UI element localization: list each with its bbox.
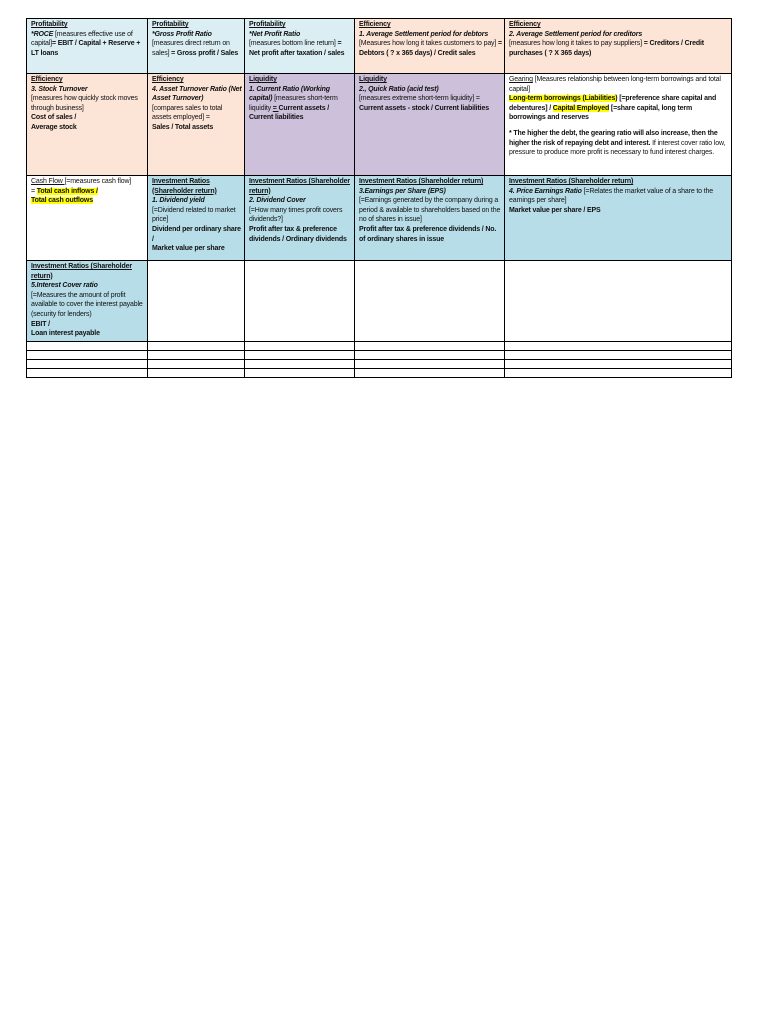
equals-sign: =: [335, 40, 342, 48]
cell-heading: Liquidity: [359, 76, 387, 83]
ratio-formula: Market value per share / EPS: [509, 206, 601, 214]
ratio-description: [=measures cash flow]: [64, 178, 132, 185]
ratio-description: [compares sales to total assets employed] =: [152, 104, 223, 122]
empty-cell[interactable]: [355, 351, 505, 360]
cell-heading: Investment Ratios (Shareholder return): [249, 178, 350, 195]
empty-cell[interactable]: [355, 342, 505, 351]
empty-cell[interactable]: [148, 360, 245, 369]
ratio-title: 2. Dividend Cover: [249, 197, 306, 205]
ratio-title: 4. Asset Turnover Ratio (Net Asset Turnover): [152, 85, 242, 103]
ratio-description: [Measures how long it takes customers to pay]: [359, 40, 497, 48]
cell-heading: Profitability: [31, 21, 68, 28]
ratio-formula-denominator: Loan interest payable: [31, 330, 100, 338]
ratio-formula: Current assets - stock / Current liabilities: [359, 104, 489, 112]
cell-heading: Gearing: [509, 76, 533, 83]
empty-cell[interactable]: [245, 261, 355, 342]
cell-heading: Liquidity: [249, 76, 277, 83]
creditors-settlement-cell[interactable]: [505, 19, 732, 74]
empty-cell[interactable]: [27, 369, 148, 378]
equals-sign: =: [31, 187, 37, 195]
ratio-title: 3.Earnings per Share (EPS): [359, 187, 446, 195]
ratio-formula: Profit after tax & preference dividends / Ordinary dividends: [249, 225, 347, 243]
empty-cell[interactable]: [505, 342, 732, 351]
highlighted-term: Capital Employed: [552, 104, 610, 112]
cell-heading: Efficiency: [509, 21, 541, 28]
table-row: [27, 19, 732, 74]
dividend-yield-cell[interactable]: [148, 176, 245, 261]
ratio-title: 3. Stock Turnover: [31, 85, 88, 93]
ratio-formula: Sales / Total assets: [152, 123, 214, 131]
ratio-title: *Gross Profit Ratio: [152, 30, 212, 38]
ratio-formula: Gross profit / Sales: [176, 49, 239, 57]
ratio-formula: Current assets / Current liabilities: [249, 104, 330, 122]
ratio-title: 1. Average Settlement period for debtors: [359, 30, 489, 38]
ratio-title: 1. Dividend yield: [152, 197, 205, 205]
equals-sign: =: [496, 40, 502, 48]
table-row: [27, 261, 732, 342]
stock-turnover-cell[interactable]: [27, 74, 148, 176]
empty-cell[interactable]: [148, 369, 245, 378]
cell-heading: Cash Flow: [31, 178, 65, 185]
empty-cell[interactable]: [505, 369, 732, 378]
ratio-formula: Dividend per ordinary share /: [152, 225, 241, 243]
empty-cell[interactable]: [148, 261, 245, 342]
empty-cell[interactable]: [27, 342, 148, 351]
highlighted-term: Long-term borrowings (Liabilities): [509, 95, 618, 103]
empty-cell[interactable]: [148, 351, 245, 360]
empty-cell[interactable]: [148, 342, 245, 351]
empty-cell[interactable]: [27, 360, 148, 369]
eps-cell[interactable]: [355, 176, 505, 261]
empty-cell[interactable]: [355, 360, 505, 369]
empty-cell[interactable]: [245, 342, 355, 351]
cash-flow-cell[interactable]: [27, 176, 148, 261]
ratio-formula: Creditors / Credit purchases ( ? X 365 days): [509, 40, 704, 57]
net-profit-ratio-cell[interactable]: [245, 19, 355, 74]
ratios-table: [26, 18, 732, 378]
empty-cell[interactable]: [27, 351, 148, 360]
gross-profit-ratio-cell[interactable]: [148, 19, 245, 74]
dividend-cover-cell[interactable]: [245, 176, 355, 261]
ratio-description: [=Measures the amount of profit available to cover the interest payable (security for lenders): [31, 291, 143, 318]
empty-cell[interactable]: [505, 360, 732, 369]
ratio-description: [Measures relationship between long-term borrowings and total capital]: [509, 76, 721, 93]
equals-sign: =: [169, 49, 177, 57]
equals-sign: =: [51, 40, 58, 48]
ratio-title: 4. Price Earnings Ratio: [509, 187, 582, 195]
ratio-description: [measures how quickly stock moves through business]: [31, 95, 138, 112]
ratio-formula: Cost of sales /: [31, 114, 77, 122]
cell-heading: Efficiency: [31, 76, 63, 83]
ratio-title: *Net Profit Ratio: [249, 30, 301, 38]
ratio-title: *ROCE: [31, 30, 54, 38]
ratio-description: [measures direct return on sales]: [152, 40, 230, 57]
ratio-title: 2., Quick Ratio (acid test): [359, 85, 439, 93]
ratio-description: [=How many times profit covers dividends?]: [249, 206, 343, 224]
price-earnings-ratio-cell[interactable]: [505, 176, 732, 261]
empty-cell[interactable]: [245, 369, 355, 378]
highlighted-term: Total cash inflows /: [36, 187, 98, 195]
empty-cell[interactable]: [505, 351, 732, 360]
table-row: [27, 74, 732, 176]
ratio-description: [measures bottom line return]: [249, 40, 336, 48]
table-row: [27, 176, 732, 261]
ratio-formula: EBIT / Capital + Reserve + LT loans: [31, 40, 141, 57]
ratio-formula: Net profit after taxation / sales: [249, 49, 345, 57]
empty-cell[interactable]: [245, 351, 355, 360]
equals-sign: =: [272, 104, 279, 112]
ratio-description: [measures how long it takes to pay suppliers]: [509, 40, 642, 48]
empty-row: [27, 351, 732, 360]
empty-row: [27, 360, 732, 369]
cell-heading: Efficiency: [359, 21, 391, 28]
empty-cell[interactable]: [245, 360, 355, 369]
ratio-description: [measures short-term liquidity: [249, 95, 338, 112]
ratio-formula: EBIT /: [31, 320, 50, 328]
cell-heading: Investment Ratios (Shareholder return): [359, 178, 484, 185]
ratio-description: [=Relates the market value of a share to the earnings per share]: [509, 187, 714, 205]
interest-cover-cell[interactable]: [27, 261, 148, 342]
ratio-description: [=Earnings generated by the company during a period & available to shareholders based on the no of shares in issue]: [359, 197, 501, 224]
quick-ratio-cell[interactable]: [355, 74, 505, 176]
empty-cell[interactable]: [355, 261, 505, 342]
debtors-settlement-cell[interactable]: [355, 19, 505, 74]
cell-heading: Investment Ratios (Shareholder return): [152, 178, 217, 195]
highlighted-term: Total cash outflows: [31, 197, 93, 205]
ratio-description: [=Dividend related to market price]: [152, 206, 236, 224]
ratio-formula: [=preference share capital and debentures] /: [509, 95, 717, 112]
ratio-title: 2. Average Settlement period for creditors: [509, 30, 643, 38]
gearing-note-bold: * The higher the debt, the gearing ratio will also increase, then the higher the risk of repaying debt and interest.: [509, 129, 718, 147]
current-ratio-cell[interactable]: [245, 74, 355, 176]
ratio-title: 5.Interest Cover ratio: [31, 282, 98, 290]
ratio-formula: Profit after tax & preference dividends / No. of ordinary shares in issue: [359, 225, 497, 243]
equals-sign: =: [641, 40, 650, 48]
ratio-formula-denominator: Market value per share: [152, 245, 225, 253]
cell-heading: Profitability: [249, 21, 286, 28]
gearing-note: If interest cover ratio low, pressure to produce more profit is necessary to fund interest charges.: [509, 139, 726, 157]
cell-heading: Investment Ratios (Shareholder return): [509, 178, 634, 185]
ratio-description: [measures extreme short-term liquidity] =: [359, 95, 480, 103]
empty-row: [27, 342, 732, 351]
empty-cell[interactable]: [355, 369, 505, 378]
roce-cell[interactable]: [27, 19, 148, 74]
gearing-cell[interactable]: [505, 74, 732, 176]
cell-heading: Profitability: [152, 21, 189, 28]
ratio-title: 1. Current Ratio (Working capital): [249, 85, 330, 103]
empty-cell[interactable]: [505, 261, 732, 342]
ratio-description: [measures effective use of capital]: [31, 30, 133, 48]
asset-turnover-cell[interactable]: [148, 74, 245, 176]
empty-row: [27, 369, 732, 378]
cell-heading: Investment Ratios (Shareholder return): [31, 263, 132, 280]
ratio-formula-detail: [=share capital, long term borrowings and reserves: [509, 104, 693, 122]
ratio-formula-denominator: Average stock: [31, 123, 77, 131]
ratio-formula: Debtors ( ? x 365 days) / Credit sales: [359, 49, 476, 57]
cell-heading: Efficiency: [152, 76, 184, 83]
